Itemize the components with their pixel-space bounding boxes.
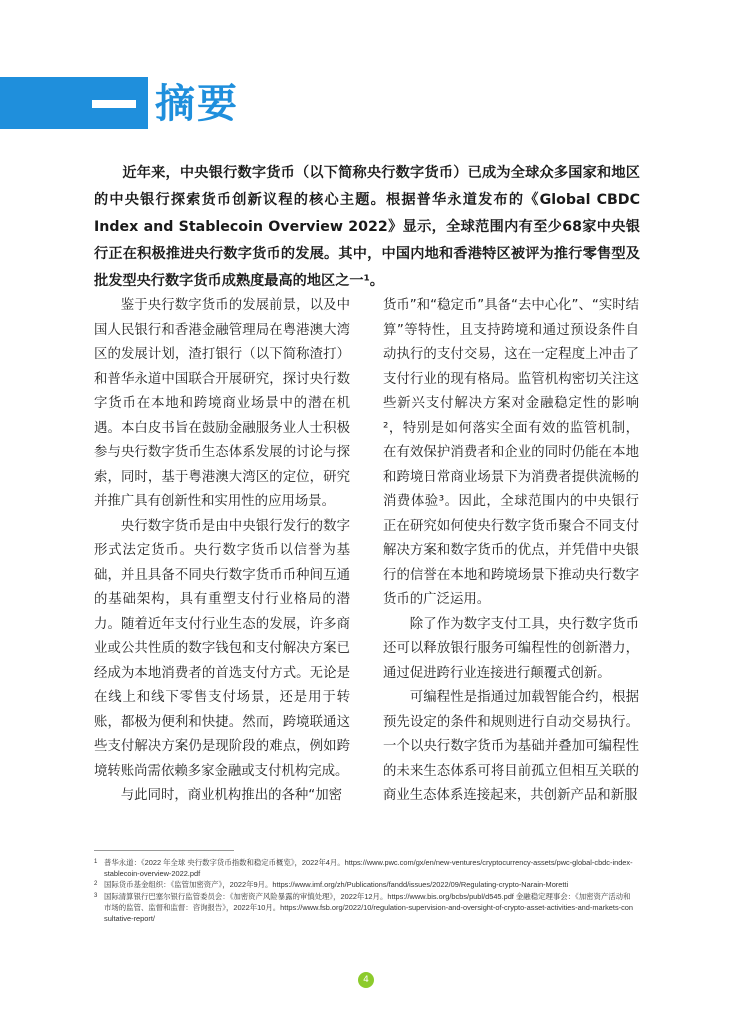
footnote-number: 3	[94, 892, 98, 899]
footnote-item	[94, 879, 634, 890]
footnote-number: 2	[94, 881, 98, 888]
right-paragraph-3: 可编程性是指通过加载智能合约，根据预先设定的条件和规则进行自动交易执行。一个以央行数字货币为基础并叠加可编程性的未来生态体系可将目前孤立但相互关联的商业生态体系连接起来，共创新产品和新服	[383, 690, 639, 803]
lead-paragraph: 近年来，中央银行数字货币（以下简称央行数字货币）已成为全球众多国家和地区的中央银行探索货币创新议程的核心主题。根据普华永道发布的《Global CBDC Index and Stablecoin Overview 2022》显示，全球范围内有至少68家中央银行正在积极推进央行数字货币的发展。其中，中国内地和香港特区被评为推行零售型及批发型央行数字货币成熟度最高的地区之一¹。	[94, 165, 640, 289]
footnote-item	[94, 891, 634, 925]
left-paragraph-2: 央行数字货币是由中央银行发行的数字形式法定货币。央行数字货币以信誉为基础，并且具备不同央行数字货币币种间互通的基础架构，具有重塑支付行业格局的潜力。随着近年支付行业生态的发展，许多商业或公共性质的数字钱包和支付解决方案已经成为本地消费者的首选支付方式。无论是在线上和线下零售支付场景，还是用于转账，都极为便利和快捷。然而，跨境联通这些支付解决方案仍是现阶段的难点，例如跨境转账尚需依赖多家金融或支付机构完成。	[94, 518, 350, 779]
left-paragraph-1: 鉴于央行数字货币的发展前景，以及中国人民银行和香港金融管理局在粤港澳大湾区的发展计划，渣打银行（以下简称渣打）和普华永道中国联合开展研究，探讨央行数字货币在本地和跨境商业场景中的潜在机遇。本白皮书旨在鼓励金融服务业人士积极参与央行数字货币生态体系发展的讨论与探索，同时，基于粤港澳大湾区的定位，研究并推广具有创新性和实用性的应用场景。	[94, 298, 350, 509]
left-paragraph-3: 与此同时，商业机构推出的各种“加密	[120, 788, 342, 803]
footnote-number: 1	[94, 859, 98, 865]
right-paragraph-2: 除了作为数字支付工具，央行数字货币还可以释放银行服务可编程性的创新潜力，通过促进跨行业连接进行颠覆式创新。	[383, 616, 639, 681]
footnote-divider	[94, 850, 234, 851]
right-column	[383, 294, 639, 809]
page-title: 摘要	[155, 81, 239, 127]
footnote-text: 国际清算银行巴塞尔银行监管委员会：《加密资产风险暴露的审慎处理》，2022年12月。https://www.bis.org/bcbs/publ/d545.pdf 金融稳定理事会：《加密资产活动和市场的监管、监督和监督：咨询报告》，2022年10月。https://www.fsb.org/2022/10/regulation-supervision-and-oversight-of-crypto-asset-activities-and-markets-consultative-report/	[104, 891, 634, 924]
page-number-badge: 4	[358, 972, 374, 988]
right-paragraph-1: 货币”和“稳定币”具备“去中心化”、“实时结算”等特性，且支持跨境和通过预设条件自动执行的支付交易，这在一定程度上冲击了支付行业的现有格局。监管机构密切关注这些新兴支付解决方案对金融稳定性的影响²，特别是如何落实全面有效的监管机制，在有效保护消费者和企业的同时仍能在本地和跨境日常商业场景下为消费者提供流畅的消费体验³。因此，全球范围内的中央银行正在研究如何使央行数字货币聚合不同支付解决方案和数字货币的优点，并凭借中央银行的信誉在本地和跨境场景下推动央行数字货币的广泛运用。	[383, 298, 639, 607]
footnote-text: 普华永道：《2022 年全球 央行数字货币指数和稳定币概览》，2022年4月。https://www.pwc.com/gx/en/new-ventures/cryptocurrency-assets/pwc-global-cbdc-index-stablecoin-overview-2022.pdf	[104, 858, 633, 879]
footnotes	[94, 857, 634, 924]
left-column	[94, 294, 350, 809]
footnote-text: 国际货币基金组织：《监管加密资产》，2022年9月。https://www.imf.org/zh/Publications/fandd/issues/2022/09/Regulating-crypto-Narain-Moretti	[104, 880, 569, 890]
title-dash-mark	[92, 100, 136, 108]
footnote-item	[94, 857, 634, 879]
